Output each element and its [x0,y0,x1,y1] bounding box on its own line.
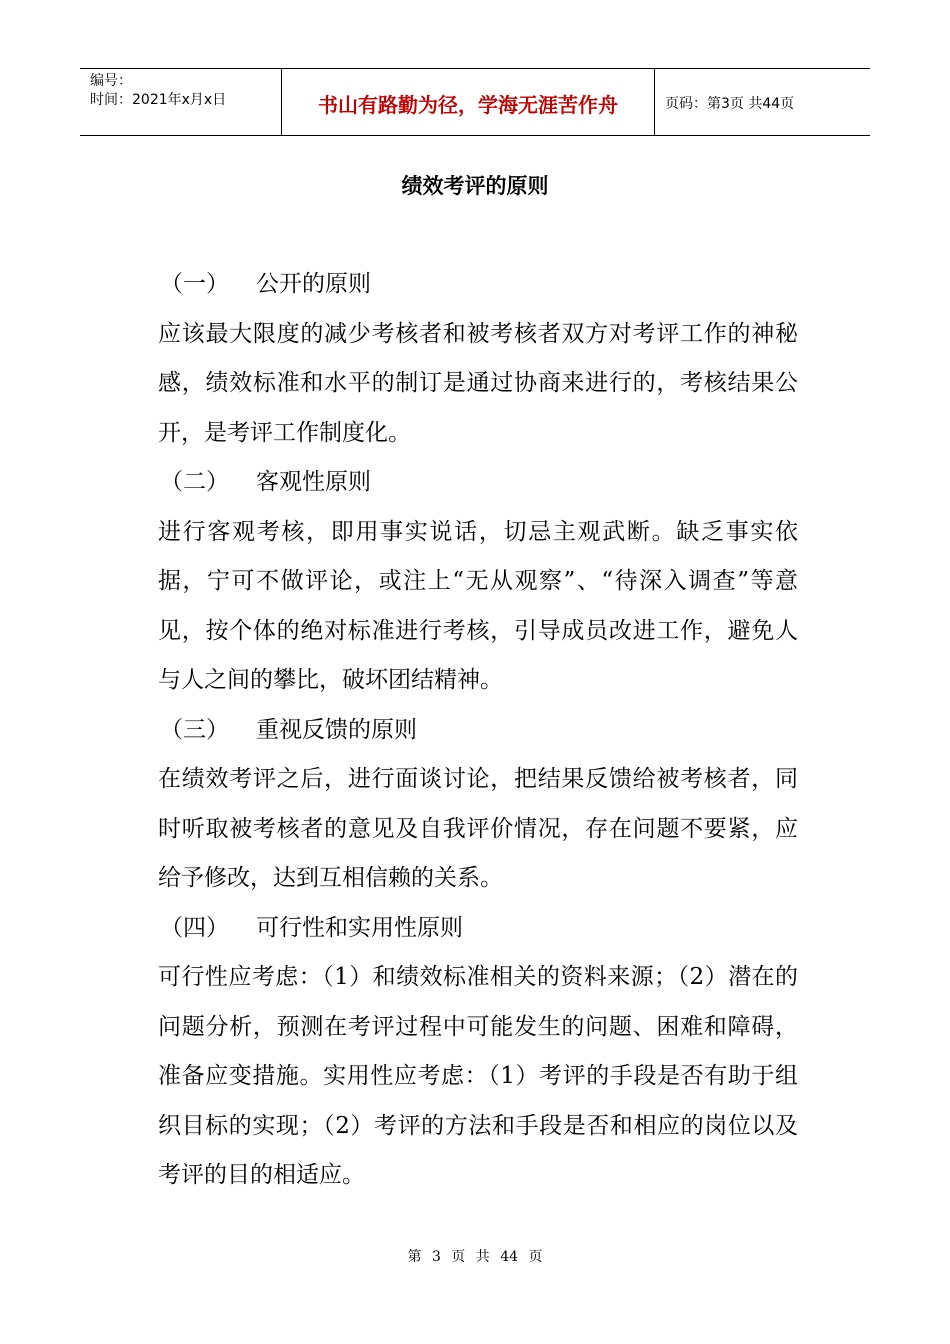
section-heading [158,706,798,756]
section-heading [158,260,798,310]
section-heading-text: 重视反馈的原则 [256,716,417,743]
section-paragraph: 在绩效考评之后，进行面谈讨论，把结果反馈给被考核者，同时听取被考核者的意见及自我评价情况，存在问题不要紧，应给予修改，达到互相信赖的关系。 [158,766,798,891]
section-number: （四） [160,914,229,941]
section-number: （二） [160,469,229,495]
section-paragraph: 可行性应考虑：（1）和绩效标准相关的资料来源；（2）潜在的问题分析，预测在考评过程中可能发生的问题、困难和障碍，准备应变措施。实用性应考虑：（1）考评的手段是否有助于组织目标的实现；（2）考评的方法和手段是否和相应的岗位以及考评的目的相适应。 [158,964,798,1188]
header-motto: 书山有路勤为径，学海无涯苦作舟 [282,69,655,135]
serial-label: 编号： [90,73,132,89]
section-paragraph: 进行客观考核，即用事实说话，切忌主观武断。缺乏事实依据，宁可不做评论，或注上“无从观察”、“待深入调查”等意见，按个体的绝对标准进行考核，引导成员改进工作，避免人与人之间的攀比，破坏团结精神。 [158,518,798,693]
section-paragraph: 应该最大限度的减少考核者和被考核者双方对考评工作的神秘感，绩效标准和水平的制订是通过协商来进行的，考核结果公开，是考评工作制度化。 [158,320,798,446]
page-header [80,68,870,136]
document-body [158,260,798,1201]
section-heading-text: 公开的原则 [256,271,371,297]
page-footer: 第 3 页 共 44 页 [407,1249,543,1265]
header-page-info: 页码：第3页 共44页 [665,96,795,112]
section-heading-text: 可行性和实用性原则 [256,914,463,941]
section-heading-text: 客观性原则 [256,469,371,495]
section-number: （一） [160,271,229,297]
section-heading [158,458,798,508]
document-title: 绩效考评的原则 [401,173,549,198]
section-number: （三） [160,716,229,743]
section-heading [158,904,798,954]
header-meta-cell [80,69,282,135]
date-line: 时间：2021年x月x日 [90,92,227,108]
